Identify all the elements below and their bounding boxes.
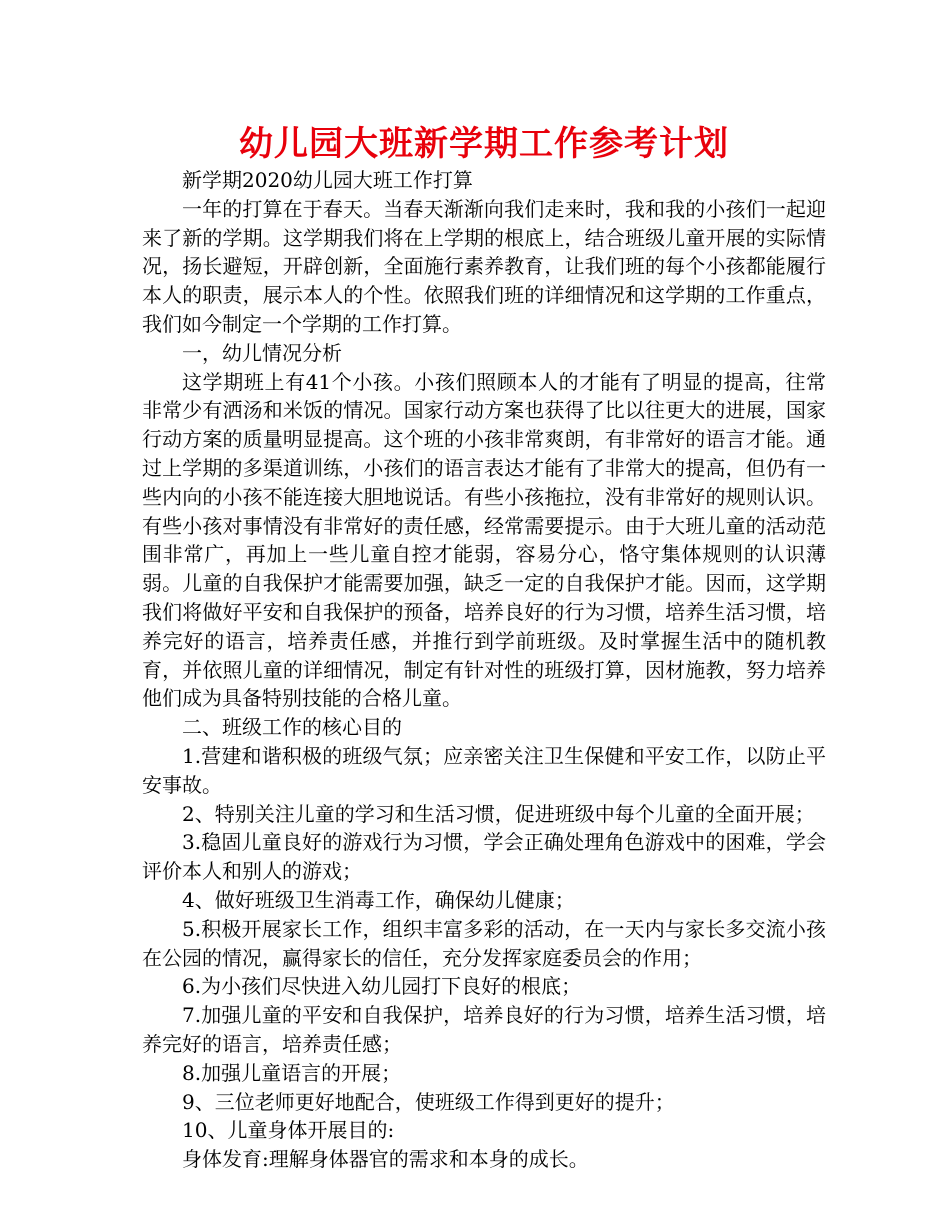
section-heading-goals: 二、班级工作的核心目的: [182, 715, 402, 740]
document-title: 幼儿园大班新学期工作参考计划: [239, 124, 729, 164]
goal-item-5: 5.积极开展家长工作，组织丰富多彩的活动，在一天内与家长多交流小孩在公园的情况，赢得家长的信任，充分发挥家庭委员会的作用；: [142, 916, 826, 970]
goal-item-4: 4、做好班级卫生消毒工作，确保幼儿健康；: [182, 887, 575, 912]
section-heading-analysis: 一，幼儿情况分析: [182, 340, 342, 365]
goal-item-1: 1.营建和谐积极的班级气氛；应亲密关注卫生保健和平安工作，以防止平安事故。: [142, 743, 826, 797]
intro-paragraph: 一年的打算在于春天。当春天渐渐向我们走来时，我和我的小孩们一起迎来了新的学期。这学期我们将在上学期的根底上，结合班级儿童开展的实际情况，扬长避短，开辟创新，全面施行素养教育，让我们班的每个小孩都能履行本人的职责，展示本人的个性。依照我们班的详细情况和这学期的工作重点，我们如今制定一个学期的工作打算。: [142, 196, 826, 336]
goal-item-9: 9、三位老师更好地配合，使班级工作得到更好的提升；: [182, 1089, 675, 1114]
physical-development-line: 身体发育:理解身体器官的需求和本身的成长。: [182, 1147, 589, 1172]
goal-item-8: 8.加强儿童语言的开展；: [182, 1060, 402, 1085]
goal-item-3: 3.稳固儿童良好的游戏行为习惯，学会正确处理角色游戏中的困难，学会评价本人和别人的游戏；: [142, 830, 826, 884]
goal-item-10: 10、儿童身体开展目的:: [182, 1118, 395, 1143]
goal-item-6: 6.为小孩们尽快进入幼儿园打下良好的根底；: [182, 974, 582, 999]
subtitle-line: 新学期2020幼儿园大班工作打算: [182, 168, 473, 192]
goal-item-2: 2、特别关注儿童的学习和生活习惯，促进班级中每个儿童的全面开展；: [182, 801, 815, 826]
goal-item-7: 7.加强儿童的平安和自我保护，培养良好的行为习惯，培养生活习惯，培养完好的语言，培养责任感；: [142, 1003, 826, 1056]
document-page: [142, 122, 826, 1174]
analysis-paragraph: 这学期班上有41个小孩。小孩们照顾本人的才能有了明显的提高，往常非常少有洒汤和米饭的情况。国家行动方案也获得了比以往更大的进展，国家行动方案的质量明显提高。这个班的小孩非常爽朗，有非常好的语言才能。通过上学期的多渠道训练，小孩们的语言表达才能有了非常大的提高，但仍有一些内向的小孩不能连接大胆地说话。有些小孩拖拉，没有非常好的规则认识。有些小孩对事情没有非常好的责任感，经常需要提示。由于大班儿童的活动范围非常广，再加上一些儿童自控才能弱，容易分心，恪守集体规则的认识薄弱。儿童的自我保护才能需要加强，缺乏一定的自我保护才能。因而，这学期我们将做好平安和自我保护的预备，培养良好的行为习惯，培养生活习惯，培养完好的语言，培养责任感，并推行到学前班级。及时掌握生活中的随机教育，并依照儿童的详细情况，制定有针对性的班级打算，因材施教，努力培养他们成为具备特别技能的合格儿童。: [142, 369, 826, 711]
